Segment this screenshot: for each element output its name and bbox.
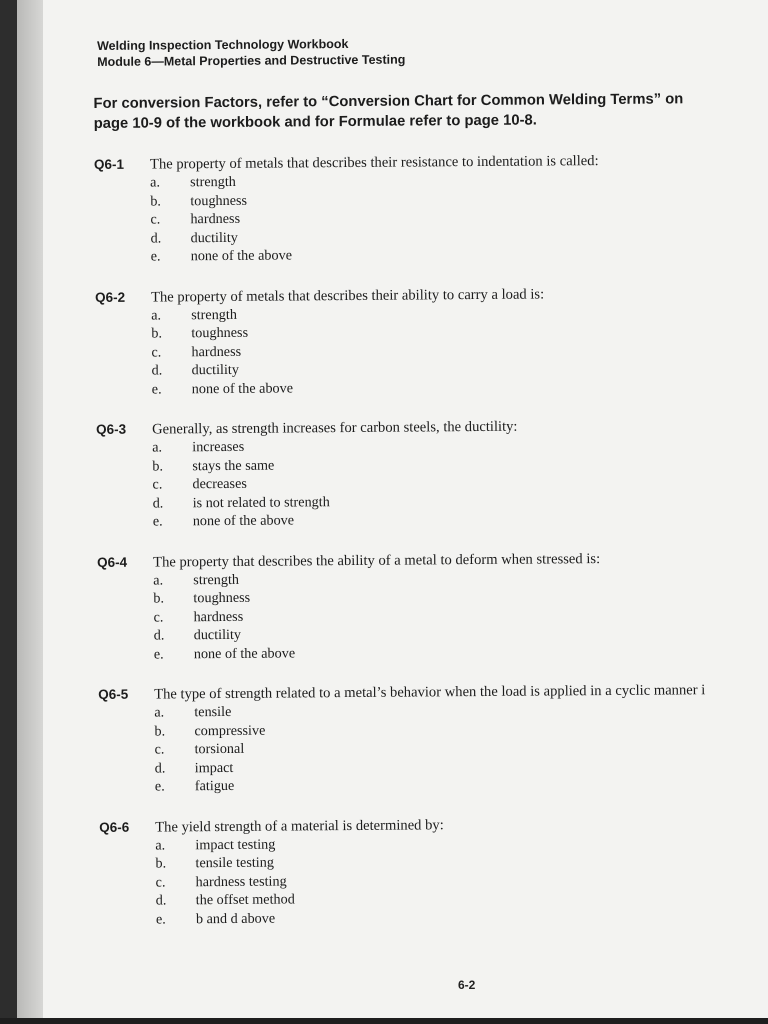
option-text: strength bbox=[190, 173, 236, 191]
option-text: increases bbox=[192, 438, 245, 456]
binding-shadow bbox=[0, 0, 17, 1024]
question-text: The property of metals that describes their resistance to indentation is called: bbox=[149, 153, 599, 173]
option-letter: b. bbox=[152, 457, 164, 475]
option-letter: d. bbox=[152, 494, 164, 512]
option-letter: e. bbox=[151, 380, 162, 398]
running-header bbox=[97, 33, 733, 70]
option-letter: a. bbox=[154, 704, 165, 721]
option-text: is not related to strength bbox=[192, 493, 330, 511]
option-letter: a. bbox=[153, 571, 164, 589]
question bbox=[99, 813, 740, 929]
option-letter: e. bbox=[153, 645, 164, 663]
option-text: b and d above bbox=[195, 910, 276, 927]
answer-option bbox=[153, 508, 737, 531]
question bbox=[98, 681, 739, 797]
option-letter: c. bbox=[150, 211, 161, 228]
answer-option bbox=[151, 243, 735, 266]
option-text: the offset method bbox=[195, 891, 295, 909]
option-letter: d. bbox=[151, 362, 163, 379]
option-text: compressive bbox=[194, 722, 266, 739]
intro-line-2: page 10-9 of the workbook and for Formulae refer to page 10-8. bbox=[93, 112, 537, 132]
answer-option bbox=[154, 640, 738, 663]
question bbox=[96, 416, 737, 532]
question bbox=[97, 548, 738, 664]
option-text: none of the above bbox=[191, 379, 294, 397]
option-letter: b. bbox=[150, 192, 161, 210]
question-text: The type of strength related to a metal’s behavior when the load is applied in a cyclic manner i bbox=[154, 682, 706, 703]
option-text: hardness bbox=[191, 343, 242, 360]
option-letter: b. bbox=[151, 325, 163, 342]
option-letter: c. bbox=[153, 608, 164, 626]
option-text: hardness testing bbox=[195, 873, 287, 890]
option-text: none of the above bbox=[190, 247, 293, 265]
option-letter: b. bbox=[154, 722, 166, 740]
binding-margin bbox=[17, 0, 43, 1024]
option-text: ductility bbox=[193, 626, 242, 644]
option-text: hardness bbox=[193, 608, 244, 625]
option-letter: a. bbox=[151, 306, 162, 324]
intro-line-1: For conversion Factors, refer to “Conversion Chart for Common Welding Terms” on bbox=[93, 91, 684, 112]
option-text: none of the above bbox=[193, 644, 296, 662]
question-number: Q6-6 bbox=[99, 819, 130, 835]
question-number: Q6-2 bbox=[94, 289, 126, 305]
option-letter: c. bbox=[152, 476, 163, 493]
conversion-instructions bbox=[93, 89, 733, 134]
option-text: fatigue bbox=[194, 777, 235, 795]
option-text: impact bbox=[194, 759, 234, 776]
option-text: tensile bbox=[194, 703, 232, 721]
bottom-edge bbox=[0, 1018, 768, 1024]
option-text: toughness bbox=[193, 589, 251, 607]
option-text: stays the same bbox=[192, 457, 275, 474]
answer-option bbox=[155, 773, 739, 796]
option-text: impact testing bbox=[195, 836, 276, 853]
question-number: Q6-4 bbox=[97, 554, 128, 570]
option-letter: e. bbox=[154, 778, 165, 795]
question-text: The yield strength of a material is determined by: bbox=[155, 816, 444, 836]
question-number: Q6-1 bbox=[93, 156, 125, 172]
option-text: none of the above bbox=[192, 512, 295, 530]
option-letter: b. bbox=[153, 590, 165, 607]
question-text: The property that describes the ability of a metal to deform when stressed is: bbox=[153, 550, 601, 571]
question-number: Q6-3 bbox=[96, 421, 127, 437]
question-list bbox=[94, 151, 740, 929]
option-text: decreases bbox=[192, 475, 247, 493]
option-text: tensile testing bbox=[195, 854, 274, 872]
question-text: Generally, as strength increases for carbon steels, the ductility: bbox=[152, 418, 518, 438]
option-text: ductility bbox=[191, 361, 239, 379]
option-letter: c. bbox=[151, 343, 162, 361]
option-letter: d. bbox=[155, 892, 167, 909]
option-letter: e. bbox=[155, 910, 166, 928]
question bbox=[95, 283, 736, 399]
option-letter: c. bbox=[155, 873, 166, 891]
option-text: ductility bbox=[190, 229, 238, 246]
question-text: The property of metals that describes their ability to carry a load is: bbox=[150, 285, 545, 306]
option-letter: e. bbox=[150, 248, 161, 265]
option-letter: a. bbox=[150, 174, 161, 191]
option-text: toughness bbox=[190, 192, 248, 209]
option-letter: d. bbox=[153, 627, 165, 644]
option-text: strength bbox=[191, 306, 237, 323]
answer-option bbox=[152, 375, 736, 398]
option-letter: d. bbox=[150, 229, 162, 247]
question bbox=[94, 151, 735, 267]
workbook-title: Welding Inspection Technology Workbook bbox=[97, 36, 349, 53]
option-text: hardness bbox=[190, 210, 241, 228]
option-letter: d. bbox=[154, 759, 166, 777]
page-content bbox=[93, 33, 740, 929]
option-text: toughness bbox=[191, 324, 249, 342]
option-text: strength bbox=[193, 571, 240, 588]
option-text: torsional bbox=[194, 740, 245, 758]
option-letter: b. bbox=[155, 855, 167, 872]
module-title: Module 6—Metal Properties and Destructive Testing bbox=[97, 52, 406, 69]
page-number: 6-2 bbox=[458, 978, 476, 992]
option-letter: a. bbox=[152, 439, 163, 456]
option-letter: e. bbox=[152, 513, 163, 530]
question-number: Q6-5 bbox=[98, 686, 129, 702]
option-letter: a. bbox=[155, 836, 166, 854]
option-letter: c. bbox=[154, 741, 165, 758]
